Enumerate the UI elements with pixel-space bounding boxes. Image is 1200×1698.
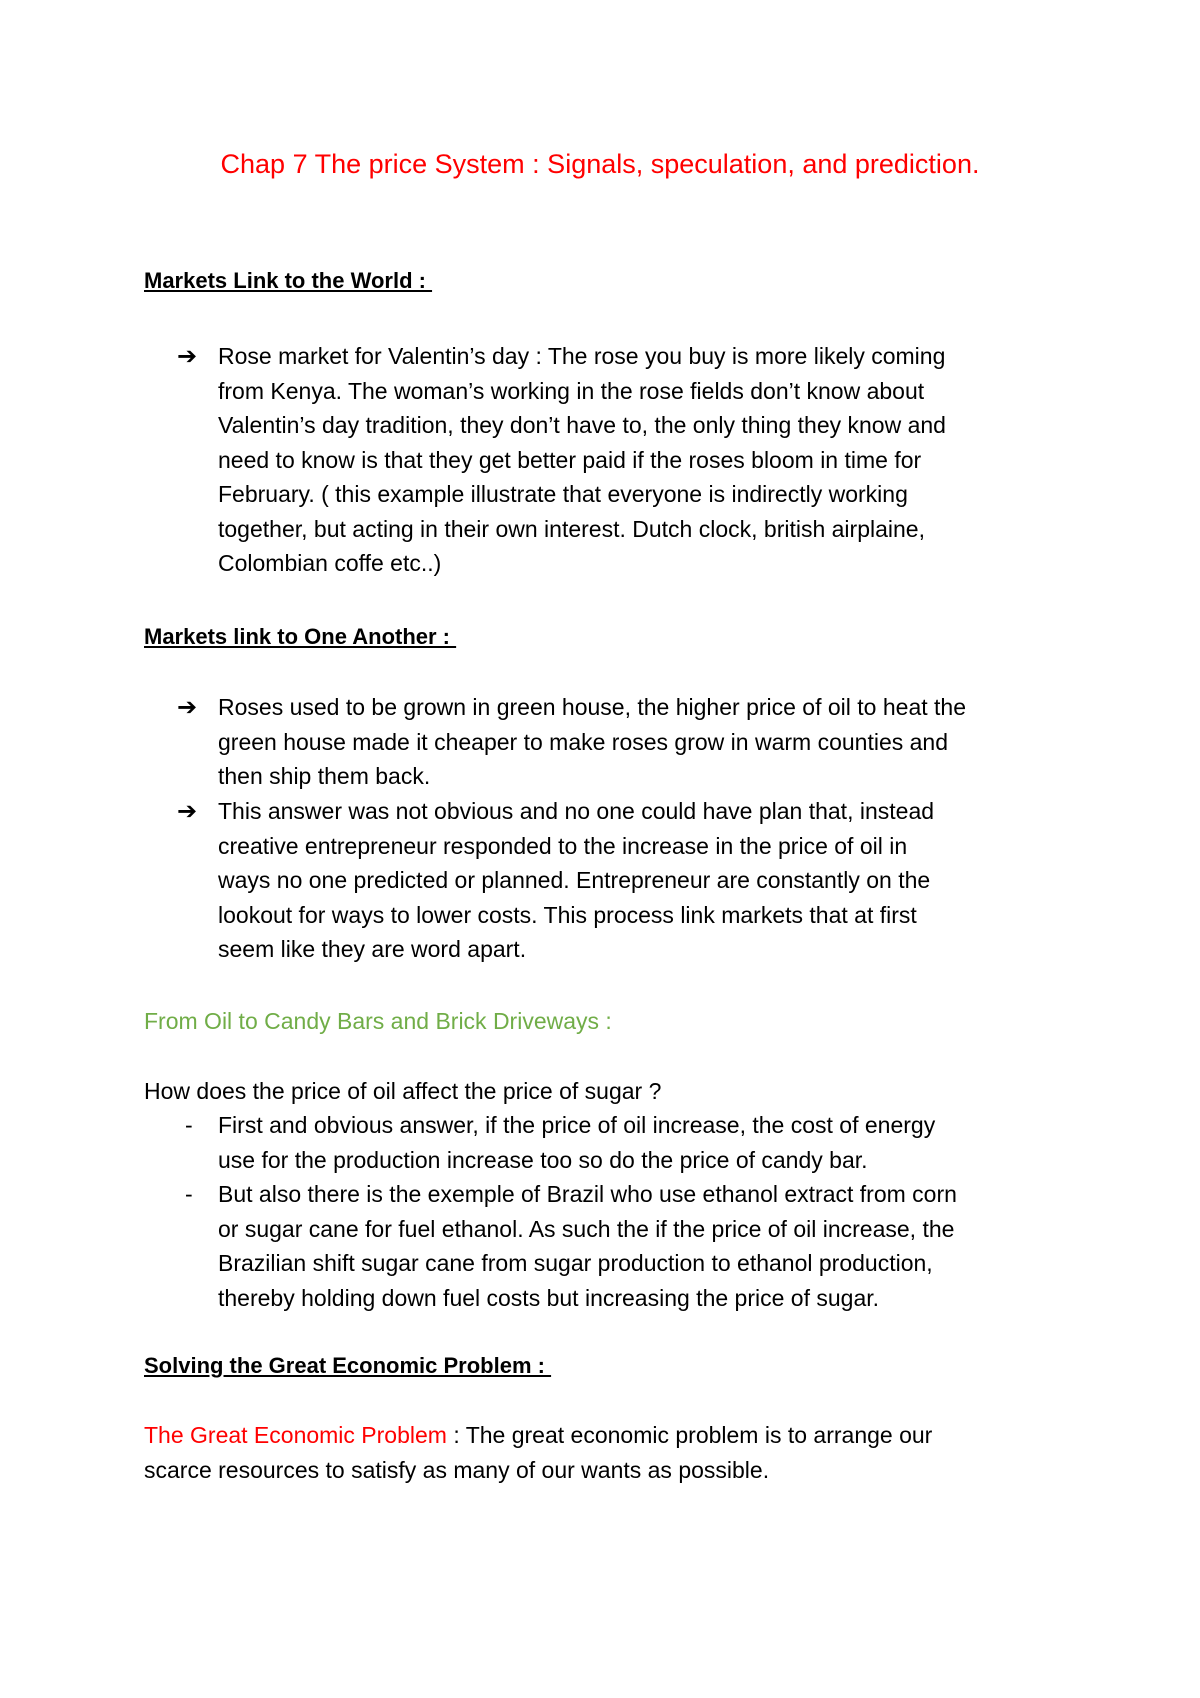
definition-line: scarce resources to satisfy as many of our wants as possible. [144, 1456, 770, 1483]
paragraph-line: then ship them back. [218, 763, 431, 789]
heading-oil-to-candy-bars: From Oil to Candy Bars and Brick Driveways : [144, 1008, 612, 1034]
paragraph-line: First and obvious answer, if the price of oil increase, the cost of energy [218, 1112, 936, 1138]
paragraph-line: Rose market for Valentin’s day : The rose you buy is more likely coming [218, 343, 946, 369]
document-title: Chap 7 The price System : Signals, speculation, and prediction. [220, 149, 980, 179]
heading-solving-great-economic-problem: Solving the Great Economic Problem : [144, 1353, 552, 1378]
question-text: How does the price of oil affect the price of sugar ? [144, 1078, 662, 1104]
paragraph-line: Colombian coffe etc..) [218, 550, 442, 576]
definition-term: The Great Economic Problem [144, 1422, 447, 1448]
list-item [177, 1177, 1077, 1315]
paragraph-line: Roses used to be grown in green house, the higher price of oil to heat the [218, 694, 966, 720]
dash-marker: - [185, 1112, 193, 1138]
right-arrow-icon: ➔ [177, 797, 198, 825]
list-item [177, 339, 1077, 581]
paragraph-line: But also there is the exemple of Brazil who use ethanol extract from corn [218, 1181, 957, 1207]
right-arrow-icon: ➔ [177, 693, 198, 721]
list-item [177, 794, 1077, 967]
heading-markets-link-to-world: Markets Link to the World : [144, 268, 433, 293]
paragraph-line: or sugar cane for fuel ethanol. As such the if the price of oil increase, the [218, 1215, 955, 1242]
definition-paragraph [144, 1418, 1084, 1487]
paragraph-line: creative entrepreneur responded to the increase in the price of oil in [218, 832, 908, 859]
paragraph-line: thereby holding down fuel costs but increasing the price of sugar. [218, 1284, 880, 1311]
right-arrow-icon: ➔ [177, 342, 198, 370]
paragraph-line: ways no one predicted or planned. Entrepreneur are constantly on the [218, 867, 931, 893]
paragraph-line: together, but acting in their own interest. Dutch clock, british airplaine, [218, 515, 925, 542]
paragraph-line: seem like they are word apart. [218, 936, 527, 962]
paragraph-line: from Kenya. The woman’s working in the rose fields don’t know about [218, 377, 925, 404]
paragraph-line: This answer was not obvious and no one could have plan that, instead [218, 798, 935, 824]
list-item [177, 1108, 1077, 1177]
definition-text: : The great economic problem is to arrange our [446, 1422, 933, 1448]
list-item [177, 690, 1077, 794]
heading-markets-link-to-one-another: Markets link to One Another : [144, 624, 457, 649]
dash-marker: - [185, 1181, 193, 1207]
definition-line [144, 1418, 1084, 1453]
paragraph-line: Valentin’s day tradition, they don’t have to, the only thing they know and [218, 412, 946, 438]
paragraph-line: green house made it cheaper to make roses grow in warm counties and [218, 728, 949, 755]
paragraph-line: lookout for ways to lower costs. This process link markets that at first [218, 901, 917, 928]
paragraph-line: use for the production increase too so do the price of candy bar. [218, 1146, 868, 1173]
paragraph-line: February. ( this example illustrate that everyone is indirectly working [218, 481, 908, 507]
paragraph-line: need to know is that they get better paid if the roses bloom in time for [218, 446, 922, 473]
paragraph-line: Brazilian shift sugar cane from sugar production to ethanol production, [218, 1250, 933, 1276]
